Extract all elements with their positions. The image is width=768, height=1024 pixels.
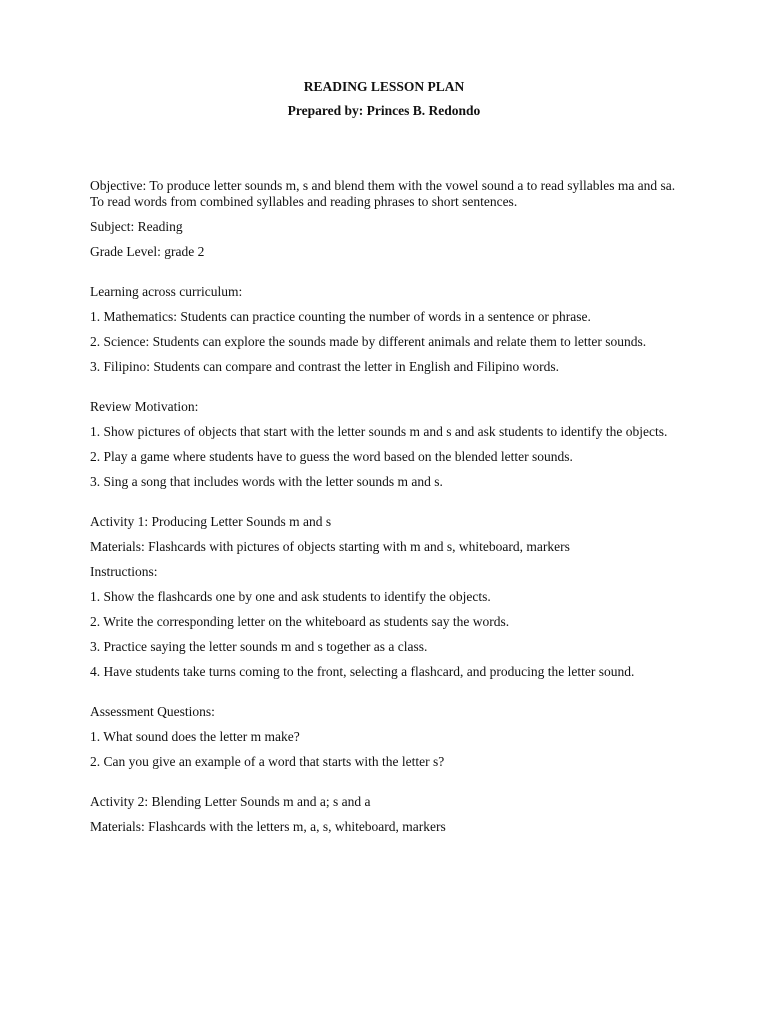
list-item: 2. Can you give an example of a word that starts with the letter s? bbox=[90, 754, 445, 769]
list-item: 1. What sound does the letter m make? bbox=[90, 729, 300, 744]
subject-line: Subject: Reading bbox=[90, 219, 183, 234]
list-item: 2. Play a game where students have to guess the word based on the blended letter sounds. bbox=[90, 449, 573, 464]
document-title: READING LESSON PLAN bbox=[303, 79, 465, 94]
instructions-heading: Instructions: bbox=[90, 564, 158, 579]
list-item: 2. Science: Students can explore the sounds made by different animals and relate them to letter sounds. bbox=[90, 334, 647, 349]
list-item: 3. Practice saying the letter sounds m and s together as a class. bbox=[90, 639, 428, 654]
section-heading-review: Review Motivation: bbox=[90, 399, 199, 414]
materials-line: Materials: Flashcards with pictures of objects starting with m and s, whiteboard, markers bbox=[90, 539, 570, 554]
grade-level-line: Grade Level: grade 2 bbox=[90, 244, 205, 259]
section-heading-assessment: Assessment Questions: bbox=[90, 704, 215, 719]
section-heading-curriculum: Learning across curriculum: bbox=[90, 284, 243, 299]
list-item: 1. Show pictures of objects that start with the letter sounds m and s and ask students to identify the objects. bbox=[90, 424, 668, 439]
list-item: 1. Mathematics: Students can practice counting the number of words in a sentence or phrase. bbox=[90, 309, 591, 324]
section-heading-activity-1: Activity 1: Producing Letter Sounds m and s bbox=[90, 514, 332, 529]
list-item: 2. Write the corresponding letter on the whiteboard as students say the words. bbox=[90, 614, 510, 629]
materials-line: Materials: Flashcards with the letters m, a, s, whiteboard, markers bbox=[90, 819, 446, 834]
prepared-by: Prepared by: Princes B. Redondo bbox=[287, 103, 481, 118]
list-item: 3. Filipino: Students can compare and contrast the letter in English and Filipino words. bbox=[90, 359, 560, 374]
objective-paragraph: Objective: To produce letter sounds m, s and blend them with the vowel sound a to read syllables ma and sa. To read words from combined syllables and reading phrases to short sentences. bbox=[90, 178, 676, 209]
list-item: 4. Have students take turns coming to the front, selecting a flashcard, and producing the letter sound. bbox=[90, 664, 635, 679]
list-item: 3. Sing a song that includes words with the letter sounds m and s. bbox=[90, 474, 443, 489]
section-heading-activity-2: Activity 2: Blending Letter Sounds m and a; s and a bbox=[90, 794, 371, 809]
document-body bbox=[90, 178, 690, 844]
list-item: 1. Show the flashcards one by one and ask students to identify the objects. bbox=[90, 589, 491, 604]
